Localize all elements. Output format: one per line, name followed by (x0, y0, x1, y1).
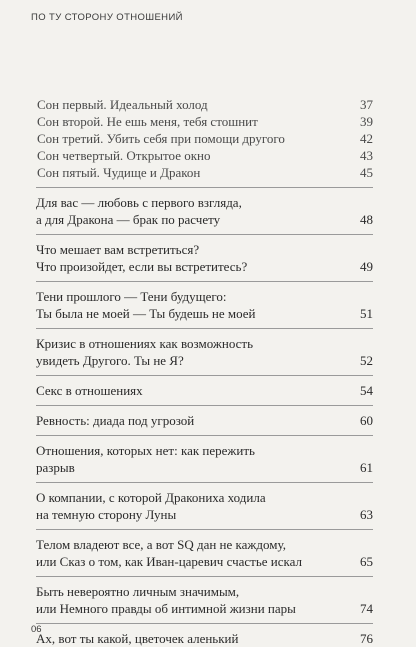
toc-entry-line: Что мешает вам встретиться? (36, 242, 200, 257)
toc-subentry-title: Сон пятый. Чудище и Дракон (37, 165, 201, 180)
toc-entry-line: Телом владеют все, а вот SQ дан не каждому, (36, 537, 286, 552)
toc-entry-title (36, 536, 355, 570)
toc-entry-line: Быть невероятно личным значимым, (36, 584, 240, 599)
toc-entry-page: 63 (360, 507, 373, 522)
chapter-list (36, 187, 373, 647)
toc-entry-line: О компании, с которой Дракониха ходила (36, 490, 266, 505)
toc-entry (36, 288, 373, 322)
toc-entry (36, 630, 373, 647)
toc-entry-page: 61 (360, 460, 373, 475)
toc-entry-page: 52 (360, 353, 373, 368)
divider (36, 281, 373, 282)
toc-subentry (36, 130, 373, 147)
toc-entry-title (36, 382, 355, 399)
toc-entry-line: Секс в отношениях (36, 383, 143, 398)
toc-entry-title (36, 442, 355, 476)
toc-subentry (36, 164, 373, 181)
toc-entry-page: 65 (360, 554, 373, 569)
toc-entry-line: Ты была не моей — Ты будешь не моей (36, 306, 256, 321)
toc-entry-line: Ревность: диада под угрозой (36, 413, 195, 428)
toc-subentry-title: Сон четвертый. Открытое окно (37, 148, 211, 163)
toc-entry (36, 583, 373, 617)
divider (36, 187, 373, 188)
running-head: ПО ТУ СТОРОНУ ОТНОШЕНИЙ (31, 12, 183, 23)
toc-entry-title (36, 241, 355, 275)
divider (36, 375, 373, 376)
dream-list (36, 96, 373, 181)
toc-subentry (36, 113, 373, 130)
divider (36, 234, 373, 235)
toc-entry-line: или Сказ о том, как Иван-царевич счастье искал (36, 554, 303, 569)
toc-entry (36, 382, 373, 399)
toc-entry-title (36, 489, 355, 523)
toc-entry-title (36, 194, 355, 228)
toc-entry-line: разрыв (36, 460, 75, 475)
divider (36, 482, 373, 483)
toc-entry-title (36, 335, 355, 369)
toc-entry-line: а для Дракона — брак по расчету (36, 212, 221, 227)
toc-subentry-page: 39 (360, 114, 373, 129)
toc-subentry (36, 147, 373, 164)
toc-entry-page: 51 (360, 306, 373, 321)
toc-entry-page: 76 (360, 631, 373, 646)
toc-entry-page: 49 (360, 259, 373, 274)
divider (36, 623, 373, 624)
toc-subentry-page: 42 (360, 131, 373, 146)
toc-entry-line: Что произойдет, если вы встретитесь? (36, 259, 248, 274)
divider (36, 435, 373, 436)
toc-entry-line: Кризис в отношениях как возможность (36, 336, 254, 351)
toc-subentry-title: Сон второй. Не ешь меня, тебя стошнит (37, 114, 258, 129)
toc-entry-line: Ах, вот ты какой, цветочек аленький (36, 631, 239, 646)
toc-entry-title (36, 288, 355, 322)
toc-entry-title (36, 412, 355, 429)
toc-subentry-title: Сон первый. Идеальный холод (37, 97, 208, 112)
toc-entry-page: 48 (360, 212, 373, 227)
divider (36, 576, 373, 577)
toc-entry-line: увидеть Другого. Ты не Я? (36, 353, 184, 368)
toc-entry-title (36, 630, 355, 647)
toc-entry-line: или Немного правды об интимной жизни пары (36, 601, 296, 616)
table-of-contents (36, 96, 373, 647)
divider (36, 529, 373, 530)
toc-entry (36, 335, 373, 369)
toc-entry (36, 412, 373, 429)
toc-subentry-page: 45 (360, 165, 373, 180)
toc-entry-line: на темную сторону Луны (36, 507, 177, 522)
toc-entry (36, 241, 373, 275)
toc-entry-page: 60 (360, 413, 373, 428)
toc-entry-line: Отношения, которых нет: как пережить (36, 443, 255, 458)
toc-entry-page: 54 (360, 383, 373, 398)
toc-subentry-page: 43 (360, 148, 373, 163)
toc-subentry-page: 37 (360, 97, 373, 112)
toc-entry-title (36, 583, 355, 617)
toc-entry (36, 489, 373, 523)
toc-entry (36, 536, 373, 570)
page-number: 06 (31, 624, 42, 635)
divider (36, 405, 373, 406)
toc-subentry-title: Сон третий. Убить себя при помощи другого (37, 131, 285, 146)
toc-subentry (36, 96, 373, 113)
toc-entry-line: Для вас — любовь с первого взгляда, (36, 195, 242, 210)
toc-entry (36, 442, 373, 476)
toc-entry-page: 74 (360, 601, 373, 616)
toc-entry (36, 194, 373, 228)
divider (36, 328, 373, 329)
toc-entry-line: Тени прошлого — Тени будущего: (36, 289, 227, 304)
